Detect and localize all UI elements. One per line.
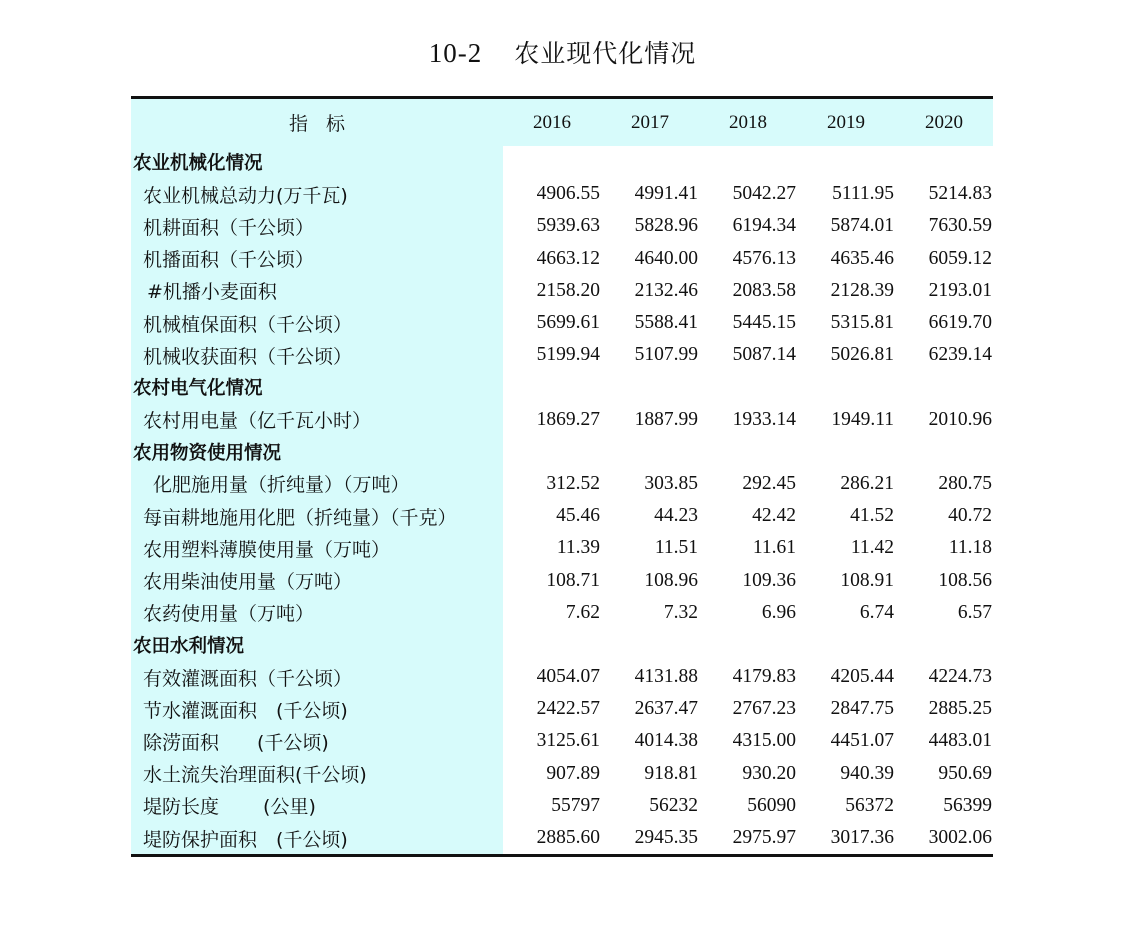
table-row	[131, 468, 993, 500]
cell-value: 40.72	[948, 505, 992, 527]
row-label: 除涝面积 (千公顷)	[143, 731, 329, 754]
cell-value: 2158.20	[536, 279, 600, 301]
cell-value: 950.69	[938, 762, 992, 784]
cell-value: 108.71	[546, 569, 600, 591]
data-table	[131, 96, 993, 857]
cell-value: 5026.81	[830, 344, 894, 366]
cell-value: 292.45	[742, 472, 796, 494]
table-row	[131, 725, 993, 757]
table-row	[131, 339, 993, 371]
cell-value: 4906.55	[536, 183, 600, 205]
cell-value: 1887.99	[634, 408, 698, 430]
header-year: 2018	[699, 99, 797, 146]
cell-value: 6239.14	[928, 344, 992, 366]
cell-value: 5445.15	[732, 312, 796, 334]
cell-value: 2637.47	[634, 698, 698, 720]
cell-value: 303.85	[644, 472, 698, 494]
cell-value: 6194.34	[732, 215, 796, 237]
header-indicator: 指标	[131, 99, 503, 146]
cell-value: 5699.61	[536, 312, 600, 334]
cell-value: 5939.63	[536, 215, 600, 237]
cell-value: 2885.25	[928, 698, 992, 720]
cell-value: 4205.44	[830, 666, 894, 688]
cell-value: 11.61	[752, 537, 796, 559]
table-row	[131, 758, 993, 790]
cell-value: 109.36	[742, 569, 796, 591]
cell-value: 108.91	[840, 569, 894, 591]
table-row	[131, 243, 993, 275]
cell-value: 4014.38	[634, 730, 698, 752]
table-row	[131, 597, 993, 629]
table-row	[131, 275, 993, 307]
cell-value: 11.39	[556, 537, 600, 559]
cell-value: 286.21	[840, 472, 894, 494]
row-label: 有效灌溉面积（千公顷）	[143, 667, 353, 690]
cell-value: 3002.06	[928, 827, 992, 849]
cell-value: 907.89	[546, 762, 600, 784]
section-row	[131, 146, 993, 178]
table-row	[131, 404, 993, 436]
cell-value: 280.75	[938, 472, 992, 494]
cell-value: 5214.83	[928, 183, 992, 205]
cell-value: 2945.35	[634, 827, 698, 849]
cell-value: 5315.81	[830, 312, 894, 334]
table-number: 10-2	[428, 38, 483, 68]
cell-value: 42.42	[752, 505, 796, 527]
cell-value: 2128.39	[830, 279, 894, 301]
cell-value: 5199.94	[536, 344, 600, 366]
cell-value: 4640.00	[634, 247, 698, 269]
table-row	[131, 822, 993, 854]
cell-value: 56090	[747, 794, 796, 816]
table-title: 农业现代化情况	[514, 39, 697, 68]
table-row	[131, 790, 993, 822]
row-label: 机械收获面积（千公顷）	[143, 345, 353, 368]
cell-value: 56232	[649, 794, 698, 816]
cell-value: 4483.01	[928, 730, 992, 752]
header-year: 2020	[895, 99, 993, 146]
table-row	[131, 661, 993, 693]
cell-value: 5042.27	[732, 183, 796, 205]
cell-value: 11.42	[850, 537, 894, 559]
cell-value: 2010.96	[928, 408, 992, 430]
cell-value: 6.57	[957, 601, 992, 623]
row-label: 农药使用量（万吨）	[143, 603, 315, 626]
cell-value: 55797	[551, 794, 600, 816]
table-row	[131, 532, 993, 564]
cell-value: 6059.12	[928, 247, 992, 269]
cell-value: 56372	[845, 794, 894, 816]
section-label: 农田水利情况	[133, 635, 245, 657]
section-row	[131, 629, 993, 661]
cell-value: 2422.57	[536, 698, 600, 720]
row-label: 每亩耕地施用化肥（折纯量）（千克）	[143, 506, 457, 529]
cell-value: 56399	[943, 794, 992, 816]
cell-value: 5087.14	[732, 344, 796, 366]
section-row	[131, 436, 993, 468]
page-title	[0, 34, 1125, 70]
table-row	[131, 500, 993, 532]
cell-value: 4635.46	[830, 247, 894, 269]
cell-value: 7630.59	[928, 215, 992, 237]
cell-value: 5107.99	[634, 344, 698, 366]
cell-value: 5111.95	[832, 183, 894, 205]
cell-value: 45.46	[556, 505, 600, 527]
cell-value: 2975.97	[732, 827, 796, 849]
row-label: #机播小麦面积	[147, 281, 277, 304]
header-year: 2019	[797, 99, 895, 146]
row-label: 机耕面积（千公顷）	[143, 216, 315, 239]
header-year: 2016	[503, 99, 601, 146]
cell-value: 4054.07	[536, 666, 600, 688]
cell-value: 1933.14	[732, 408, 796, 430]
bottom-rule	[131, 854, 993, 857]
cell-value: 4576.13	[732, 247, 796, 269]
cell-value: 312.52	[546, 472, 600, 494]
section-row	[131, 371, 993, 403]
table-row	[131, 178, 993, 210]
table-header	[131, 99, 993, 146]
row-label: 农村用电量（亿千瓦小时）	[143, 410, 372, 433]
row-label: 农用柴油使用量（万吨）	[143, 571, 353, 594]
cell-value: 1869.27	[536, 408, 600, 430]
cell-value: 3125.61	[536, 730, 600, 752]
cell-value: 4179.83	[732, 666, 796, 688]
cell-value: 7.32	[663, 601, 698, 623]
row-label: 化肥施用量（折纯量）（万吨）	[153, 474, 410, 497]
row-label: 农用塑料薄膜使用量（万吨）	[143, 538, 391, 561]
cell-value: 1949.11	[831, 408, 894, 430]
cell-value: 44.23	[654, 505, 698, 527]
cell-value: 4131.88	[634, 666, 698, 688]
cell-value: 7.62	[565, 601, 600, 623]
row-label: 堤防长度 (公里)	[143, 796, 316, 819]
cell-value: 2767.23	[732, 698, 796, 720]
cell-value: 940.39	[840, 762, 894, 784]
row-label: 机械植保面积（千公顷）	[143, 313, 353, 336]
header-year: 2017	[601, 99, 699, 146]
table-row	[131, 564, 993, 596]
cell-value: 4224.73	[928, 666, 992, 688]
table-body	[131, 146, 993, 854]
row-label: 机播面积（千公顷）	[143, 249, 315, 272]
row-label: 堤防保护面积 (千公顷)	[143, 828, 348, 851]
cell-value: 5874.01	[830, 215, 894, 237]
cell-value: 2083.58	[732, 279, 796, 301]
row-label: 农业机械总动力(万千瓦)	[143, 184, 348, 207]
row-label: 水土流失治理面积(千公顷)	[143, 764, 367, 787]
cell-value: 930.20	[742, 762, 796, 784]
section-label: 农业机械化情况	[133, 153, 263, 175]
cell-value: 11.51	[654, 537, 698, 559]
cell-value: 6.74	[859, 601, 894, 623]
cell-value: 5588.41	[634, 312, 698, 334]
cell-value: 5828.96	[634, 215, 698, 237]
cell-value: 41.52	[850, 505, 894, 527]
cell-value: 2847.75	[830, 698, 894, 720]
cell-value: 108.96	[644, 569, 698, 591]
section-label: 农村电气化情况	[133, 378, 263, 400]
cell-value: 2132.46	[634, 279, 698, 301]
cell-value: 3017.36	[830, 827, 894, 849]
cell-value: 6619.70	[928, 312, 992, 334]
cell-value: 2193.01	[928, 279, 992, 301]
table-row	[131, 210, 993, 242]
cell-value: 2885.60	[536, 827, 600, 849]
table-row	[131, 307, 993, 339]
table-row	[131, 693, 993, 725]
row-label: 节水灌溉面积 (千公顷)	[143, 699, 348, 722]
cell-value: 4991.41	[634, 183, 698, 205]
cell-value: 6.96	[761, 601, 796, 623]
cell-value: 4451.07	[830, 730, 894, 752]
cell-value: 4663.12	[536, 247, 600, 269]
cell-value: 918.81	[644, 762, 698, 784]
cell-value: 11.18	[948, 537, 992, 559]
cell-value: 4315.00	[732, 730, 796, 752]
cell-value: 108.56	[938, 569, 992, 591]
section-label: 农用物资使用情况	[133, 442, 282, 464]
